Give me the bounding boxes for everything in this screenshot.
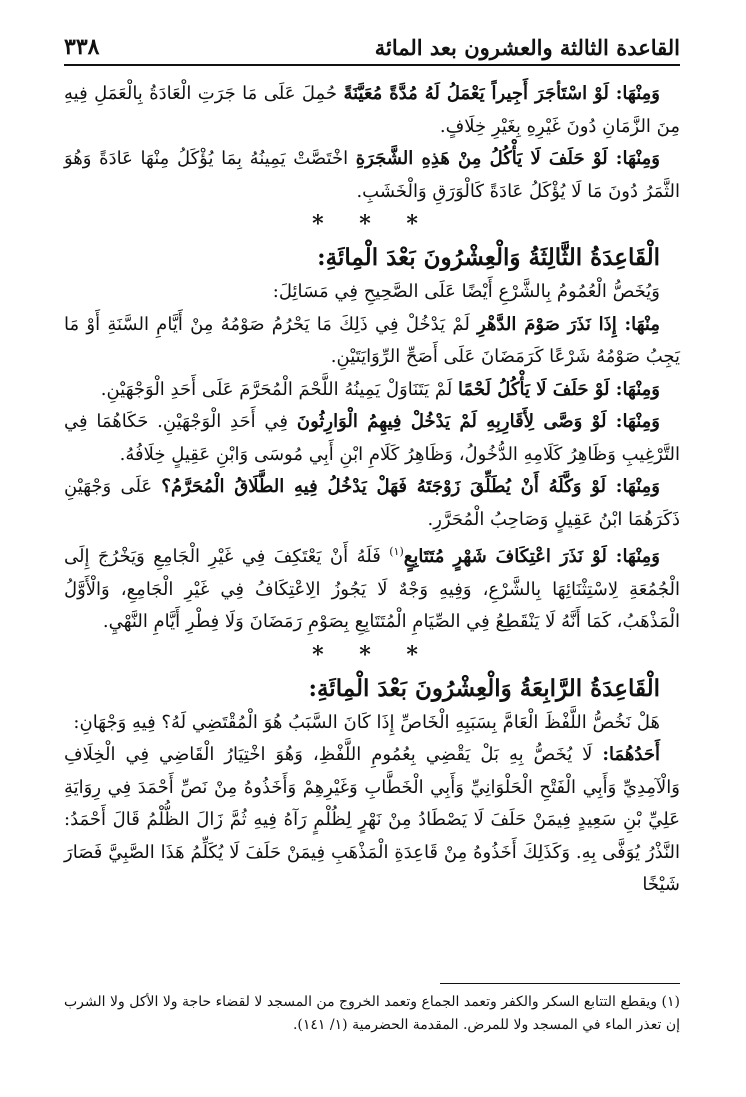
paragraph: [64, 471, 680, 536]
paragraph-lead: وَمِنْهَا: لَوْ وَكَّلَهُ أَنْ يُطَلِّقَ زَوْجَتَهُ فَهَلْ يَدْخُلُ فِيهِ الطَّلَاقُ الْمُحَرَّمُ؟: [161, 476, 660, 497]
page-number: ٣٣٨: [64, 34, 100, 60]
footnote-divider: [440, 983, 680, 984]
page-header: [64, 28, 680, 66]
paragraph-text: لَمْ يَتَنَاوَلْ يَمِينُهُ اللَّحْمَ الْمُحَرَّمَ عَلَى أَحَدِ الْوَجْهَيْنِ.: [100, 378, 459, 400]
section-separator: * * *: [312, 641, 432, 668]
paragraph-text: حُمِلَ عَلَى مَا جَرَتِ الْعَادَةُ بِالْعَمَلِ فِيهِ مِنَ الزَّمَانِ دُونَ غَيْرِهِ بِغَيْرِ خِلَافٍ.: [64, 83, 680, 137]
paragraph: [64, 143, 680, 208]
paragraph-text: اخْتَصَّتْ يَمِينُهُ بِمَا يُؤْكَلُ مِنْهَا عَادَةً وَهُوَ الثَّمَرُ دُونَ مَا لَا يُؤْكَلُ عَادَةً كَالْوَرَقِ وَالْخَشَبِ.: [64, 148, 680, 202]
paragraph-lead: أَحَدُهُمَا:: [602, 744, 660, 765]
paragraph: [64, 406, 680, 471]
paragraph-lead: وَمِنْهَا: لَوْ نَذَرَ اعْتِكَافَ شَهْرٍ مُتَتَابِعٍ: [403, 546, 660, 567]
paragraph: [64, 309, 680, 374]
paragraph: [64, 78, 680, 143]
paragraph-lead: وَمِنْهَا: لَوْ اسْتَأجَرَ أَجِيراً يَعْمَلُ لَهُ مُدَّةً مُعَيَّنَةً: [343, 83, 660, 104]
paragraph: [64, 536, 680, 639]
footnote-reference[interactable]: (١): [389, 545, 404, 558]
paragraph-lead: مِنْهَا: إِذَا نَذَرَ صَوْمَ الدَّهْرِ: [477, 313, 660, 335]
footnotes: [64, 983, 680, 1037]
section-heading: الْقَاعِدَةُ الثَّالِثَةُ وَالْعِشْرُونَ بَعْدَ الْمِائَةِ:: [317, 244, 660, 271]
section-intro: هَلْ نَخُصُّ اللَّفْظَ الْعَامَّ بِسَبَبِهِ الْخَاصِّ إِذَا كَانَ السَّبَبُ هُوَ الْمُقْتَضِي لَهُ؟ فِيهِ وَجْهَانِ:: [73, 711, 660, 733]
paragraph: [64, 374, 680, 407]
paragraph: [64, 739, 680, 902]
paragraph-text: فَلَهُ أَنْ يَعْتَكِفَ فِي غَيْرِ الْجَامِعِ وَيَخْرُجَ إِلَى الْجُمُعَةِ لِاسْتِثْنَائِهَا بِالشَّرْعِ، وَفِيهِ وَجْهٌ لَا يَجُوزُ الِاعْتِكَافُ فِي غَيْرِ الْجَامِعِ، وَالْأَوَّلُ الْمَذْهَبُ، كَمَا أَنَّهُ لَا يَنْقَطِعُ فِي الصِّيَامِ الْمُتَتَابِعِ بِصَوْمِ رَمَضَانَ وَلَا فِطْرِ أَيَّامِ النَّهْيِ.: [64, 546, 680, 632]
paragraph-text: فِي أَحَدِ الْوَجْهَيْنِ. حَكَاهُمَا فِي التَّرْغِيبِ وَظَاهِرُ كَلَامِهِ الدُّخُولُ، وَظَاهِرُ كَلَامِ ابْنِ أَبِي مُوسَى وَابْنِ عَقِيلٍ خِلَافُهُ.: [64, 411, 680, 465]
section-intro: وَيُخَصُّ الْعُمُومُ بِالشَّرْعِ أَيْضًا عَلَى الصَّحِيحِ فِي مَسَائِلَ:: [272, 281, 660, 302]
paragraph-text: عَلَى وَجْهَيْنِ ذَكَرَهُمَا ابْنُ عَقِيلٍ وَصَاحِبُ الْمُحَرَّرِ.: [64, 476, 680, 530]
section-heading: الْقَاعِدَةُ الرَّابِعَةُ وَالْعِشْرُونَ بَعْدَ الْمِائَةِ:: [308, 674, 660, 702]
paragraph-text: لَمْ يَدْخُلْ فِي ذَلِكَ مَا يَحْرُمُ صَوْمُهُ مِنْ أَيَّامِ السَّنَةِ أَوْ مَا يَجِبُ صَوْمُهُ شَرْعًا كَرَمَضَانَ عَلَى أَصَحِّ الرِّوَايَتَيْنِ.: [64, 313, 680, 367]
footnote: (١) ويقطع التتابع السكر والكفر وتعمد الجماع وتعمد الخروج من المسجد لا لقضاء حاجة ولا الأكل ولا الشرب إن تعذر الماء في المسجد ولا للمرض. المقدمة الحضرمية (١/ ١٤١).: [64, 994, 680, 1033]
paragraph-lead: وَمِنْهَا: لَوْ حَلَفَ لَا يَأْكُلُ لَحْمًا: [458, 378, 660, 400]
paragraph-text: لَا يُخَصُّ بِهِ بَلْ يَقْضِي بِعُمُومِ اللَّفْظِ، وَهُوَ اخْتِيَارُ الْقَاضِي فِي الْخِلَافِ وَالْآمِدِيِّ وَأَبِي الْفَتْحِ الْحَلْوَانِيِّ وَأَبِي الْخَطَّابِ وَغَيْرِهِمْ وَأَخَذُوهُ مِنْ نَصِّ أَحْمَدَ فِي رِوَايَةِ عَلِيِّ بْنِ سَعِيدٍ فِيمَنْ حَلَفَ لَا يَصْطَادُ مِنْ نَهْرٍ لِظُلْمٍ رَآهُ فِيهِ ثُمَّ زَالَ الظُّلْمُ قَالَ أَحْمَدُ: النَّذْرُ يُوَفَّى بِهِ. وَكَذَلِكَ أَخَذُوهُ مِنْ قَاعِدَةِ الْمَذْهَبِ فِيمَنْ حَلَفَ لَا يُكَلِّمُ هَذَا الصَّبِيَّ فَصَارَ شَيْخًا: [64, 744, 680, 895]
section-separator: * * *: [312, 211, 432, 237]
page-body: [64, 78, 680, 902]
running-title: القاعدة الثالثة والعشرون بعد المائة: [374, 35, 680, 60]
paragraph-lead: وَمِنْهَا: لَوْ حَلَفَ لَا يَأْكُلُ مِنْ هَذِهِ الشَّجَرَةِ: [355, 148, 661, 169]
paragraph-lead: وَمِنْهَا: لَوْ وَصَّى لِأَقَارِبِهِ لَمْ يَدْخُلْ فِيهِمُ الْوَارِثُونَ: [296, 411, 660, 432]
